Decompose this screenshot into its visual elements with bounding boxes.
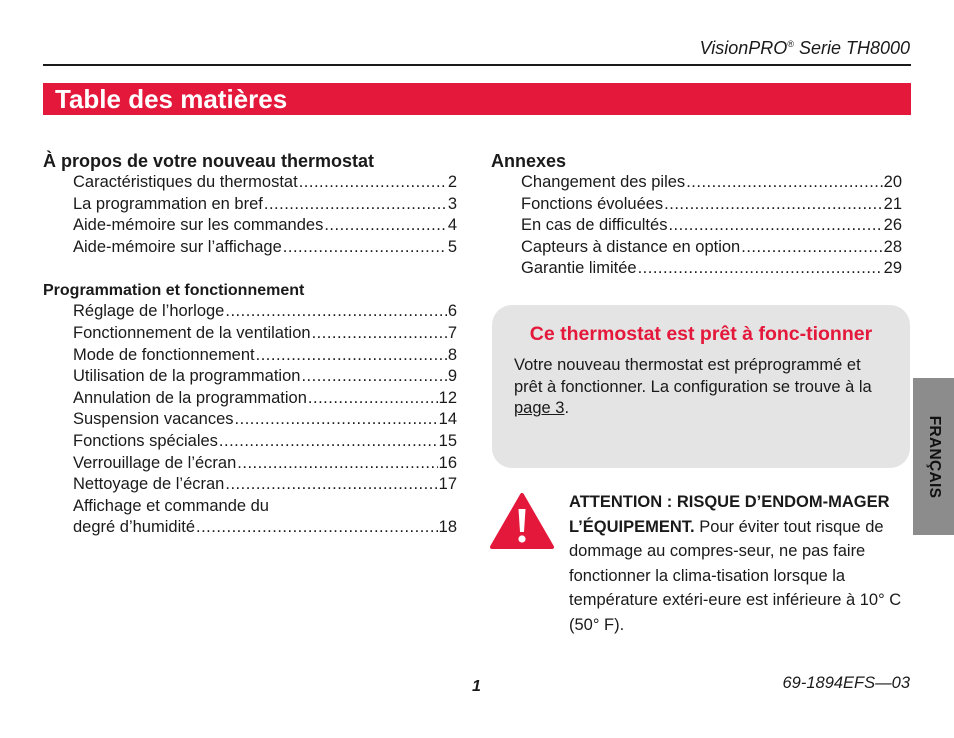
section-heading-about: À propos de votre nouveau thermostat	[43, 151, 375, 171]
toc-item-label: Suspension vacances	[73, 410, 234, 429]
toc-item[interactable]	[491, 258, 902, 280]
section-heading-programming: Programmation et fonctionnement	[43, 282, 305, 300]
toc-list-about	[43, 172, 457, 258]
toc-item[interactable]	[43, 301, 457, 323]
toc-item-second-line	[73, 517, 457, 539]
ready-callout	[492, 305, 910, 468]
toc-item[interactable]	[43, 474, 457, 496]
toc-item-page: 4	[447, 216, 457, 235]
callout-title: Ce thermostat est prêt à fonc-tionner	[529, 323, 873, 345]
callout-text-end: .	[564, 399, 570, 418]
page-3-link[interactable]: page 3	[514, 399, 565, 418]
toc-leader-dots	[668, 215, 882, 237]
callout-body	[514, 355, 888, 420]
toc-item-page: 21	[883, 194, 902, 213]
toc-item-page: 29	[883, 259, 902, 278]
toc-item-label: Capteurs à distance en option	[521, 237, 741, 256]
toc-item[interactable]	[43, 194, 457, 216]
series-name: Serie TH8000	[793, 38, 910, 58]
toc-leader-dots	[299, 172, 447, 194]
toc-leader-dots	[686, 172, 882, 194]
toc-item-page: 18	[438, 518, 457, 537]
warning-icon	[490, 492, 554, 550]
toc-leader-dots	[235, 409, 438, 431]
toc-item[interactable]	[43, 172, 457, 194]
toc-item-page: 6	[447, 302, 457, 321]
toc-item-page: 8	[447, 345, 457, 364]
toc-item-label: Caractéristiques du thermostat	[73, 173, 298, 191]
toc-item-label: Verrouillage de l’écran	[73, 453, 237, 472]
toc-item-label: La programmation en bref	[73, 194, 263, 213]
toc-leader-dots	[237, 453, 437, 475]
toc-item-label: Aide-mémoire sur l’affichage	[73, 237, 282, 256]
toc-item-label: Utilisation de la programmation	[73, 367, 301, 386]
warning-heading: ATTENTION : RISQUE D’ENDOM-MAGER L’ÉQUIPEMENT.	[569, 493, 890, 536]
language-tab[interactable]	[913, 378, 954, 535]
toc-leader-dots	[256, 345, 447, 367]
toc-item[interactable]	[43, 323, 457, 345]
page-title: Table des matières	[55, 84, 288, 114]
toc-item[interactable]	[43, 409, 457, 431]
warning-body: Pour éviter tout risque de dommage au compres-seur, ne pas faire fonctionner la clima-tisation lorsque la température extéri-eure est inférieure à 10° C (50° F).	[569, 517, 902, 634]
toc-item-label: Garantie limitée	[521, 259, 637, 278]
toc-item-page: 14	[438, 410, 457, 429]
toc-item[interactable]	[491, 237, 902, 259]
toc-item[interactable]	[43, 366, 457, 388]
toc-leader-dots	[283, 237, 447, 259]
toc-item[interactable]	[43, 237, 457, 259]
toc-item-page: 9	[447, 367, 457, 386]
toc-left-column	[43, 150, 457, 539]
toc-leader-dots	[219, 431, 438, 453]
header-title	[700, 38, 910, 59]
product-name: VisionPRO	[699, 38, 788, 58]
toc-leader-dots	[225, 474, 437, 496]
toc-item-page: 20	[883, 173, 902, 191]
toc-item[interactable]	[491, 215, 902, 237]
toc-right-column	[491, 150, 902, 280]
language-tab-label: FRANÇAIS	[925, 415, 943, 498]
toc-item-page: 17	[438, 475, 457, 494]
toc-leader-dots	[324, 215, 446, 237]
registered-mark: ®	[787, 39, 794, 49]
toc-item[interactable]	[491, 172, 902, 194]
toc-item-label: Réglage de l’horloge	[73, 302, 225, 321]
toc-item-label: Fonctionnement de la ventilation	[73, 323, 311, 342]
toc-item-page: 15	[438, 431, 457, 450]
toc-item-page: 2	[447, 173, 457, 191]
toc-item[interactable]	[43, 345, 457, 367]
section-gap	[43, 258, 457, 281]
section-heading-appendix: Annexes	[491, 151, 567, 171]
toc-list-appendix	[491, 172, 902, 280]
toc-leader-dots	[196, 517, 438, 539]
toc-item[interactable]	[43, 496, 457, 539]
toc-leader-dots	[264, 194, 447, 216]
toc-item-label-continued: degré d’humidité	[73, 518, 195, 537]
toc-item-page: 12	[438, 388, 457, 407]
toc-leader-dots	[301, 366, 446, 388]
toc-item-label: Changement des piles	[521, 173, 686, 191]
toc-item-label: Aide-mémoire sur les commandes	[73, 216, 324, 235]
toc-item[interactable]	[43, 388, 457, 410]
toc-item-page: 3	[447, 194, 457, 213]
toc-item-page: 26	[883, 216, 902, 235]
document-number: 69-1894EFS—03	[782, 674, 910, 692]
toc-item-label: Fonctions évoluées	[521, 194, 664, 213]
toc-item-label: Fonctions spéciales	[73, 431, 218, 450]
toc-item[interactable]	[43, 215, 457, 237]
page-number: 1	[472, 678, 481, 695]
toc-item[interactable]	[43, 431, 457, 453]
toc-leader-dots	[308, 388, 438, 410]
toc-leader-dots	[312, 323, 447, 345]
callout-text: Votre nouveau thermostat est préprogrammé et prêt à fonctionner. La configuration se trouve à la	[514, 356, 872, 396]
toc-item-label: Affichage et commande du	[73, 496, 269, 515]
toc-item[interactable]	[491, 194, 902, 216]
toc-list-programming	[43, 301, 457, 539]
toc-item-label: Mode de fonctionnement	[73, 345, 255, 364]
toc-item-label: Annulation de la programmation	[73, 388, 307, 407]
toc-item-page: 16	[438, 453, 457, 472]
toc-item-page: 7	[447, 323, 457, 342]
toc-leader-dots	[225, 301, 446, 323]
toc-item[interactable]	[43, 453, 457, 475]
toc-item-page: 5	[447, 237, 457, 256]
toc-leader-dots	[638, 258, 883, 280]
warning-text	[569, 490, 914, 637]
toc-leader-dots	[664, 194, 882, 216]
title-bar	[43, 83, 911, 115]
toc-item-page: 28	[883, 237, 902, 256]
toc-item-label: En cas de difficultés	[521, 216, 668, 235]
header-rule	[43, 64, 911, 66]
toc-leader-dots	[741, 237, 882, 259]
toc-item-label: Nettoyage de l’écran	[73, 475, 225, 494]
